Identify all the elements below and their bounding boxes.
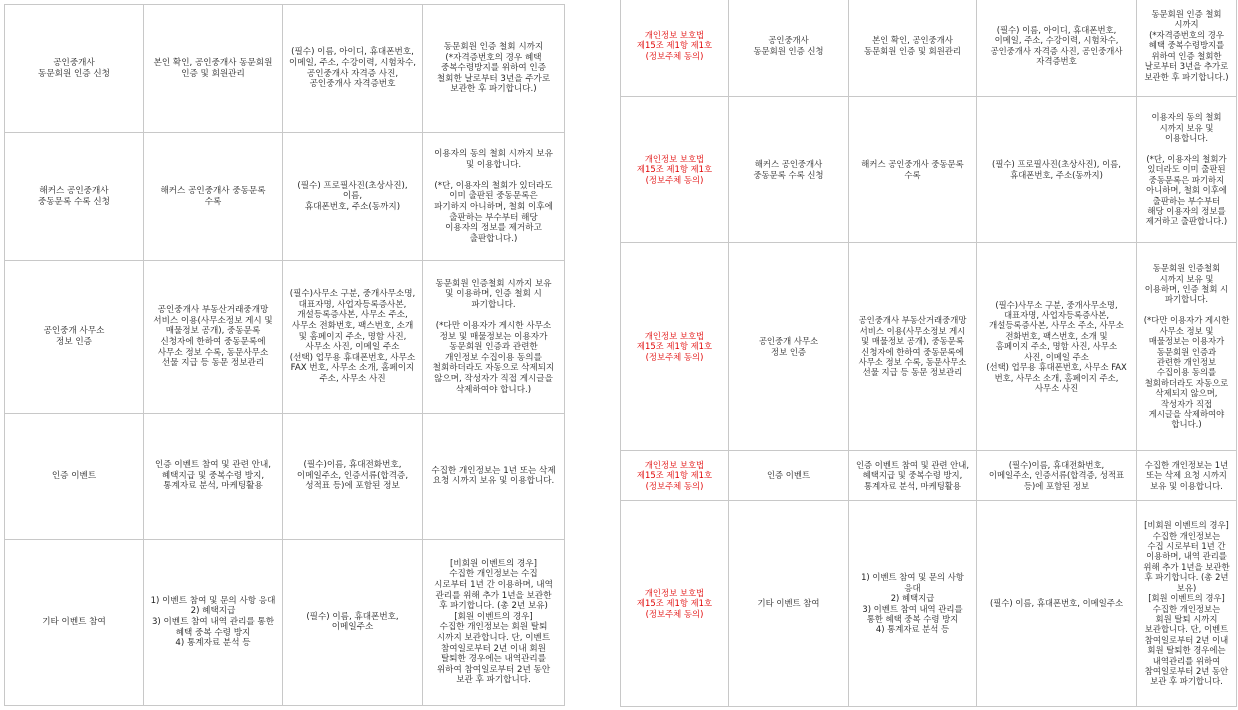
legal-basis-cell: 개인정보 보호법 제15조 제1항 제1호 (정보주체 동의) xyxy=(621,0,729,97)
purpose-cell: 공인중개 사무소 정보 인증 xyxy=(729,243,849,451)
table-row xyxy=(5,539,565,705)
processing-info-cell: 인증 이벤트 참여 및 관련 안내, 혜택지급 및 중복수령 방지, 통계자료 분석, 마케팅활용 xyxy=(144,413,283,539)
collected-items-cell: (필수) 이름, 휴대폰번호, 이메일주소 xyxy=(977,501,1137,707)
retention-cell: 이용자의 동의 철회 시까지 보유 및 이용합니다. (*단, 이용자의 철회가 있더라도 이미 출판된 중동문록은 파기하지 아니하며, 철회 이후에 출판하는 부수부터 해당 이용자의 정보를 제거하고 출판합니다.) xyxy=(423,133,565,261)
processing-info-cell: 인증 이벤트 참여 및 관련 안내, 혜택지급 및 중복수령 방지, 통계자료 분석, 마케팅활용 xyxy=(849,451,977,501)
collected-items-cell: (필수) 이름, 아이디, 휴대폰번호, 이메일, 주소, 수강이력, 시험차수, 공인중개사 자격증 사진, 공인중개사 자격증번호 xyxy=(283,5,423,133)
table-row xyxy=(621,0,1237,97)
processing-info-cell: 본인 확인, 공인중개사 동문회원 인증 및 회원관리 xyxy=(849,0,977,97)
table-row xyxy=(5,261,565,413)
table-row xyxy=(5,133,565,261)
legal-basis-cell: 개인정보 보호법 제15조 제1항 제1호 (정보주체 동의) xyxy=(621,243,729,451)
collected-items-cell: (필수)이름, 휴대전화번호, 이메일주소, 인증서류(합격증, 성적표 등)에 포함된 정보 xyxy=(977,451,1137,501)
processing-info-cell: 공인중개사 부동산거래중개망 서비스 이용(사무소정보 게시 및 매물정보 공개), 중동문록 신청자에 한하여 중동문록에 사무소 정보 수록, 동문사무소 선물 지급 등 동문 정보관리 xyxy=(144,261,283,413)
purpose-cell: 해커스 공인중개사 중동문록 수록 신청 xyxy=(729,97,849,243)
retention-cell: [비회원 이벤트의 경우] 수집한 개인정보는 수집 시로부터 1년 간 이용하며, 내역 관리를 위해 추가 1년을 보관한 후 파기합니다. (총 2년 보유) [회원 이벤트의 경우] 수집한 개인정보는 회원 탈퇴 시까지 보관합니다. 단, 이벤트 참여일로부터 2년 이내 회원 탈퇴한 경우에는 내역관리를 위하여 참여일로부터 2년 동안 보관 후 파기합니다. xyxy=(1137,501,1237,707)
processing-info-cell: 1) 이벤트 참여 및 문의 사항 응대 2) 혜택지급 3) 이벤트 참여 내역 관리를 통한 혜택 중복 수령 방지 4) 통계자료 분석 등 xyxy=(144,539,283,705)
retention-cell: 동문회원 인증 철회 시까지 (*자격증번호의 경우 혜택 중복수령방지를 위하여 인증 철회한 날로부터 3년을 추가로 보관한 후 파기합니다.) xyxy=(1137,0,1237,97)
processing-info-cell: 1) 이벤트 참여 및 문의 사항 응대 2) 혜택지급 3) 이벤트 참여 내역 관리를 통한 혜택 중복 수령 방지 4) 통계자료 분석 등 xyxy=(849,501,977,707)
collected-items-cell: (필수) 이름, 아이디, 휴대폰번호, 이메일, 주소, 수강이력, 시험차수, 공인중개사 자격증 사진, 공인중개사 자격증번호 xyxy=(977,0,1137,97)
purpose-cell: 기타 이벤트 참여 xyxy=(5,539,144,705)
table-row xyxy=(621,501,1237,707)
collected-items-cell: (필수) 이름, 휴대폰번호, 이메일주소 xyxy=(283,539,423,705)
collected-items-cell: (필수) 프로필사진(초상사진), 이름, 휴대폰번호, 주소(동까지) xyxy=(283,133,423,261)
legal-basis-cell: 개인정보 보호법 제15조 제1항 제1호 (정보주체 동의) xyxy=(621,501,729,707)
table-row xyxy=(5,5,565,133)
retention-cell: 이용자의 동의 철회 시까지 보유 및 이용합니다. (*단, 이용자의 철회가 있더라도 이미 출판된 중동문록은 파기하지 아니하며, 철회 이후에 출판하는 부수부터 해당 이용자의 정보를 제거하고 출판합니다.) xyxy=(1137,97,1237,243)
purpose-cell: 공인중개사 동문회원 인증 신청 xyxy=(5,5,144,133)
purpose-cell: 인증 이벤트 xyxy=(729,451,849,501)
table-row xyxy=(5,413,565,539)
retention-cell: [비회원 이벤트의 경우] 수집한 개인정보는 수집 시로부터 1년 간 이용하며, 내역 관리를 위해 추가 1년을 보관한 후 파기합니다. (총 2년 보유) [회원 이벤트의 경우] 수집한 개인정보는 회원 탈퇴 시까지 보관합니다. 단, 이벤트 참여일로부터 2년 이내 회원 탈퇴한 경우에는 내역관리를 위하여 참여일로부터 2년 동안 보관 후 파기합니다. xyxy=(423,539,565,705)
processing-info-cell: 해커스 공인중개사 중동문록 수록 xyxy=(144,133,283,261)
table-row xyxy=(621,451,1237,501)
collected-items-cell: (필수) 프로필사진(초상사진), 이름, 휴대폰번호, 주소(동까지) xyxy=(977,97,1137,243)
legal-basis-cell: 개인정보 보호법 제15조 제1항 제1호 (정보주체 동의) xyxy=(621,451,729,501)
retention-cell: 동문회원 인증 철회 시까지 (*자격증번호의 경우 혜택 중복수령방지를 위하여 인증 철회한 날로부터 3년을 주가로 보관한 후 파기합니다.) xyxy=(423,5,565,133)
retention-cell: 동문회원 인증철회 시까지 보유 및 이용하며, 인증 철회 시 파기합니다. (*다만 이용자가 게시한 사무소 정보 및 매물정보는 이용자가 동문회원 인증과 관련한 개인정보 수집이용 동의를 철회하더라도 자동으로 삭제되지 않으며, 작성자가 직접 게시글을 삭제하여야 합니다.) xyxy=(1137,243,1237,451)
retention-cell: 동문회원 인증철회 시까지 보유 및 이용하며, 인증 철회 시 파기합니다. (*다만 이용자가 게시한 사무소 정보 및 매물정보는 이용자가 동문회원 인증과 관련한 개인정보 수집이용 동의를 철회하더라도 자동으로 삭제되지 않으며, 작성자가 직접 게시글을 삭제하여야 합니다.) xyxy=(423,261,565,413)
table-row xyxy=(621,97,1237,243)
collected-items-cell: (필수)사무소 구분, 중개사무소명, 대표자명, 사업자등록증사본, 개설등록증사본, 사무소 주소, 사무소 전화번호, 팩스번호, 소개 및 홈페이지 주소, 명함 사진, 사무소 사진, 이메일 주소 (선택) 업무용 휴대폰번호, 사무소 FAX 번호, 사무소 소개, 홈페이지 주소, 사무소 사진 xyxy=(283,261,423,413)
purpose-cell: 해커스 공인중개사 중동문록 수록 신청 xyxy=(5,133,144,261)
table-row xyxy=(621,243,1237,451)
retention-cell: 수집한 개인정보는 1년 또는 삭제 요청 시까지 보유 및 이용합니다. xyxy=(1137,451,1237,501)
purpose-cell: 인증 이벤트 xyxy=(5,413,144,539)
processing-info-cell: 공인중개사 부동산거래중개망 서비스 이용(사무소정보 게시 및 매물정보 공개), 중동문록 신청자에 한하여 중동문록에 사무소 정보 수록, 동문사무소 선물 지급 등 동문 정보관리 xyxy=(849,243,977,451)
purpose-cell: 공인중개사 동문회원 인증 신청 xyxy=(729,0,849,97)
purpose-cell: 기타 이벤트 참여 xyxy=(729,501,849,707)
legal-basis-cell: 개인정보 보호법 제15조 제1항 제1호 (정보주체 동의) xyxy=(621,97,729,243)
privacy-table-right xyxy=(620,0,1237,707)
processing-info-cell: 해커스 공인중개사 중동문록 수록 xyxy=(849,97,977,243)
collected-items-cell: (필수)사무소 구분, 중개사무소명, 대표자명, 사업자등록증사본, 개설등록증사본, 사무소 주소, 사무소 전화번호, 팩스번호, 소개 및 홈페이지 주소, 명함 사진, 사무소 사진, 이메일 주소 (선택) 업무용 휴대폰번호, 사무소 FAX 번호, 사무소 소개, 홈페이지 주소, 사무소 사진 xyxy=(977,243,1137,451)
processing-info-cell: 본인 확인, 공인중개사 동문회원 인증 및 회원관리 xyxy=(144,5,283,133)
retention-cell: 수집한 개인정보는 1년 또는 삭제 요청 시까지 보유 및 이용합니다. xyxy=(423,413,565,539)
collected-items-cell: (필수)이름, 휴대전화번호, 이메일주소, 인증서류(합격증, 성적표 등)에 포함된 정보 xyxy=(283,413,423,539)
purpose-cell: 공인중개 사무소 정보 인증 xyxy=(5,261,144,413)
privacy-table-left xyxy=(4,4,565,706)
